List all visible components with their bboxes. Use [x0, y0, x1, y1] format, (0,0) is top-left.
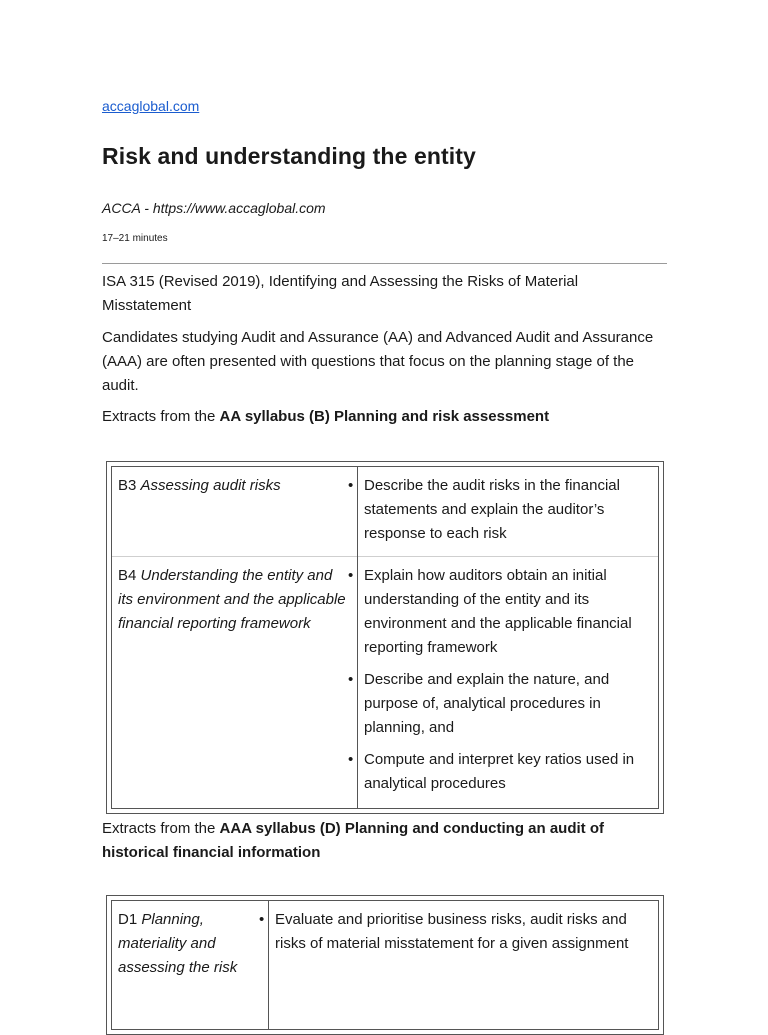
table-cell-topic: [112, 467, 357, 557]
site-link[interactable]: accaglobal.com: [102, 98, 200, 114]
table-cell-topic: [112, 557, 357, 808]
table-column-topics: [112, 467, 358, 808]
aaa-syllabus-heading: AAA syllabus (D) Planning and conducting an audit of historical financial information: [102, 820, 604, 861]
table-column-topics: [112, 901, 269, 1029]
reading-time: 17–21 minutes: [102, 233, 168, 244]
topic-code: B4: [118, 567, 137, 584]
bullet-list: [364, 564, 652, 796]
aa-syllabus-table: [106, 461, 664, 814]
topic-code: D1: [118, 911, 138, 928]
list-item: • Describe the audit risks in the financial statements and explain the auditor’s response to each risk: [364, 474, 652, 546]
table-cell-outcomes: [269, 901, 658, 964]
paragraph-aa-extract: [102, 405, 662, 429]
page-title: Risk and understanding the entity: [102, 143, 476, 169]
extract-prefix: Extracts from the: [102, 408, 220, 425]
aaa-syllabus-table: [106, 895, 664, 1035]
byline: ACCA - https://www.accaglobal.com: [102, 200, 326, 216]
table-column-outcomes: [358, 467, 658, 808]
list-item: • Describe and explain the nature, and purpose of, analytical procedures in planning, and: [364, 668, 652, 740]
list-item: • Evaluate and prioritise business risks, audit risks and risks of material misstatement for a given assignment: [275, 908, 652, 956]
divider: [102, 263, 667, 264]
list-item: • Explain how auditors obtain an initial understanding of the entity and its environment and the applicable financial reporting framework: [364, 564, 652, 660]
bullet-list: [364, 474, 652, 546]
topic-title: Planning, materiality and assessing the risk: [118, 911, 238, 976]
bullet-list: [275, 908, 652, 956]
extract-prefix: Extracts from the: [102, 820, 220, 837]
table-column-outcomes: [269, 901, 658, 1029]
list-item: • Compute and interpret key ratios used in analytical procedures: [364, 748, 652, 796]
table-cell-outcomes: [358, 557, 658, 808]
paragraph-intro: Candidates studying Audit and Assurance (AA) and Advanced Audit and Assurance (AAA) are often presented with questions that focus on the planning stage of the audit.: [102, 329, 654, 394]
paragraph-isa: ISA 315 (Revised 2019), Identifying and Assessing the Risks of Material Misstatement: [102, 273, 579, 314]
topic-code: B3: [118, 477, 137, 494]
topic-title: Assessing audit risks: [140, 477, 281, 494]
table-cell-outcomes: [358, 467, 658, 557]
aa-syllabus-heading: AA syllabus (B) Planning and risk assessment: [219, 408, 550, 425]
table-cell-topic: [112, 901, 268, 988]
paragraph-aaa-extract: [102, 817, 662, 865]
topic-title: Understanding the entity and its environment and the applicable financial reporting framework: [118, 567, 346, 632]
